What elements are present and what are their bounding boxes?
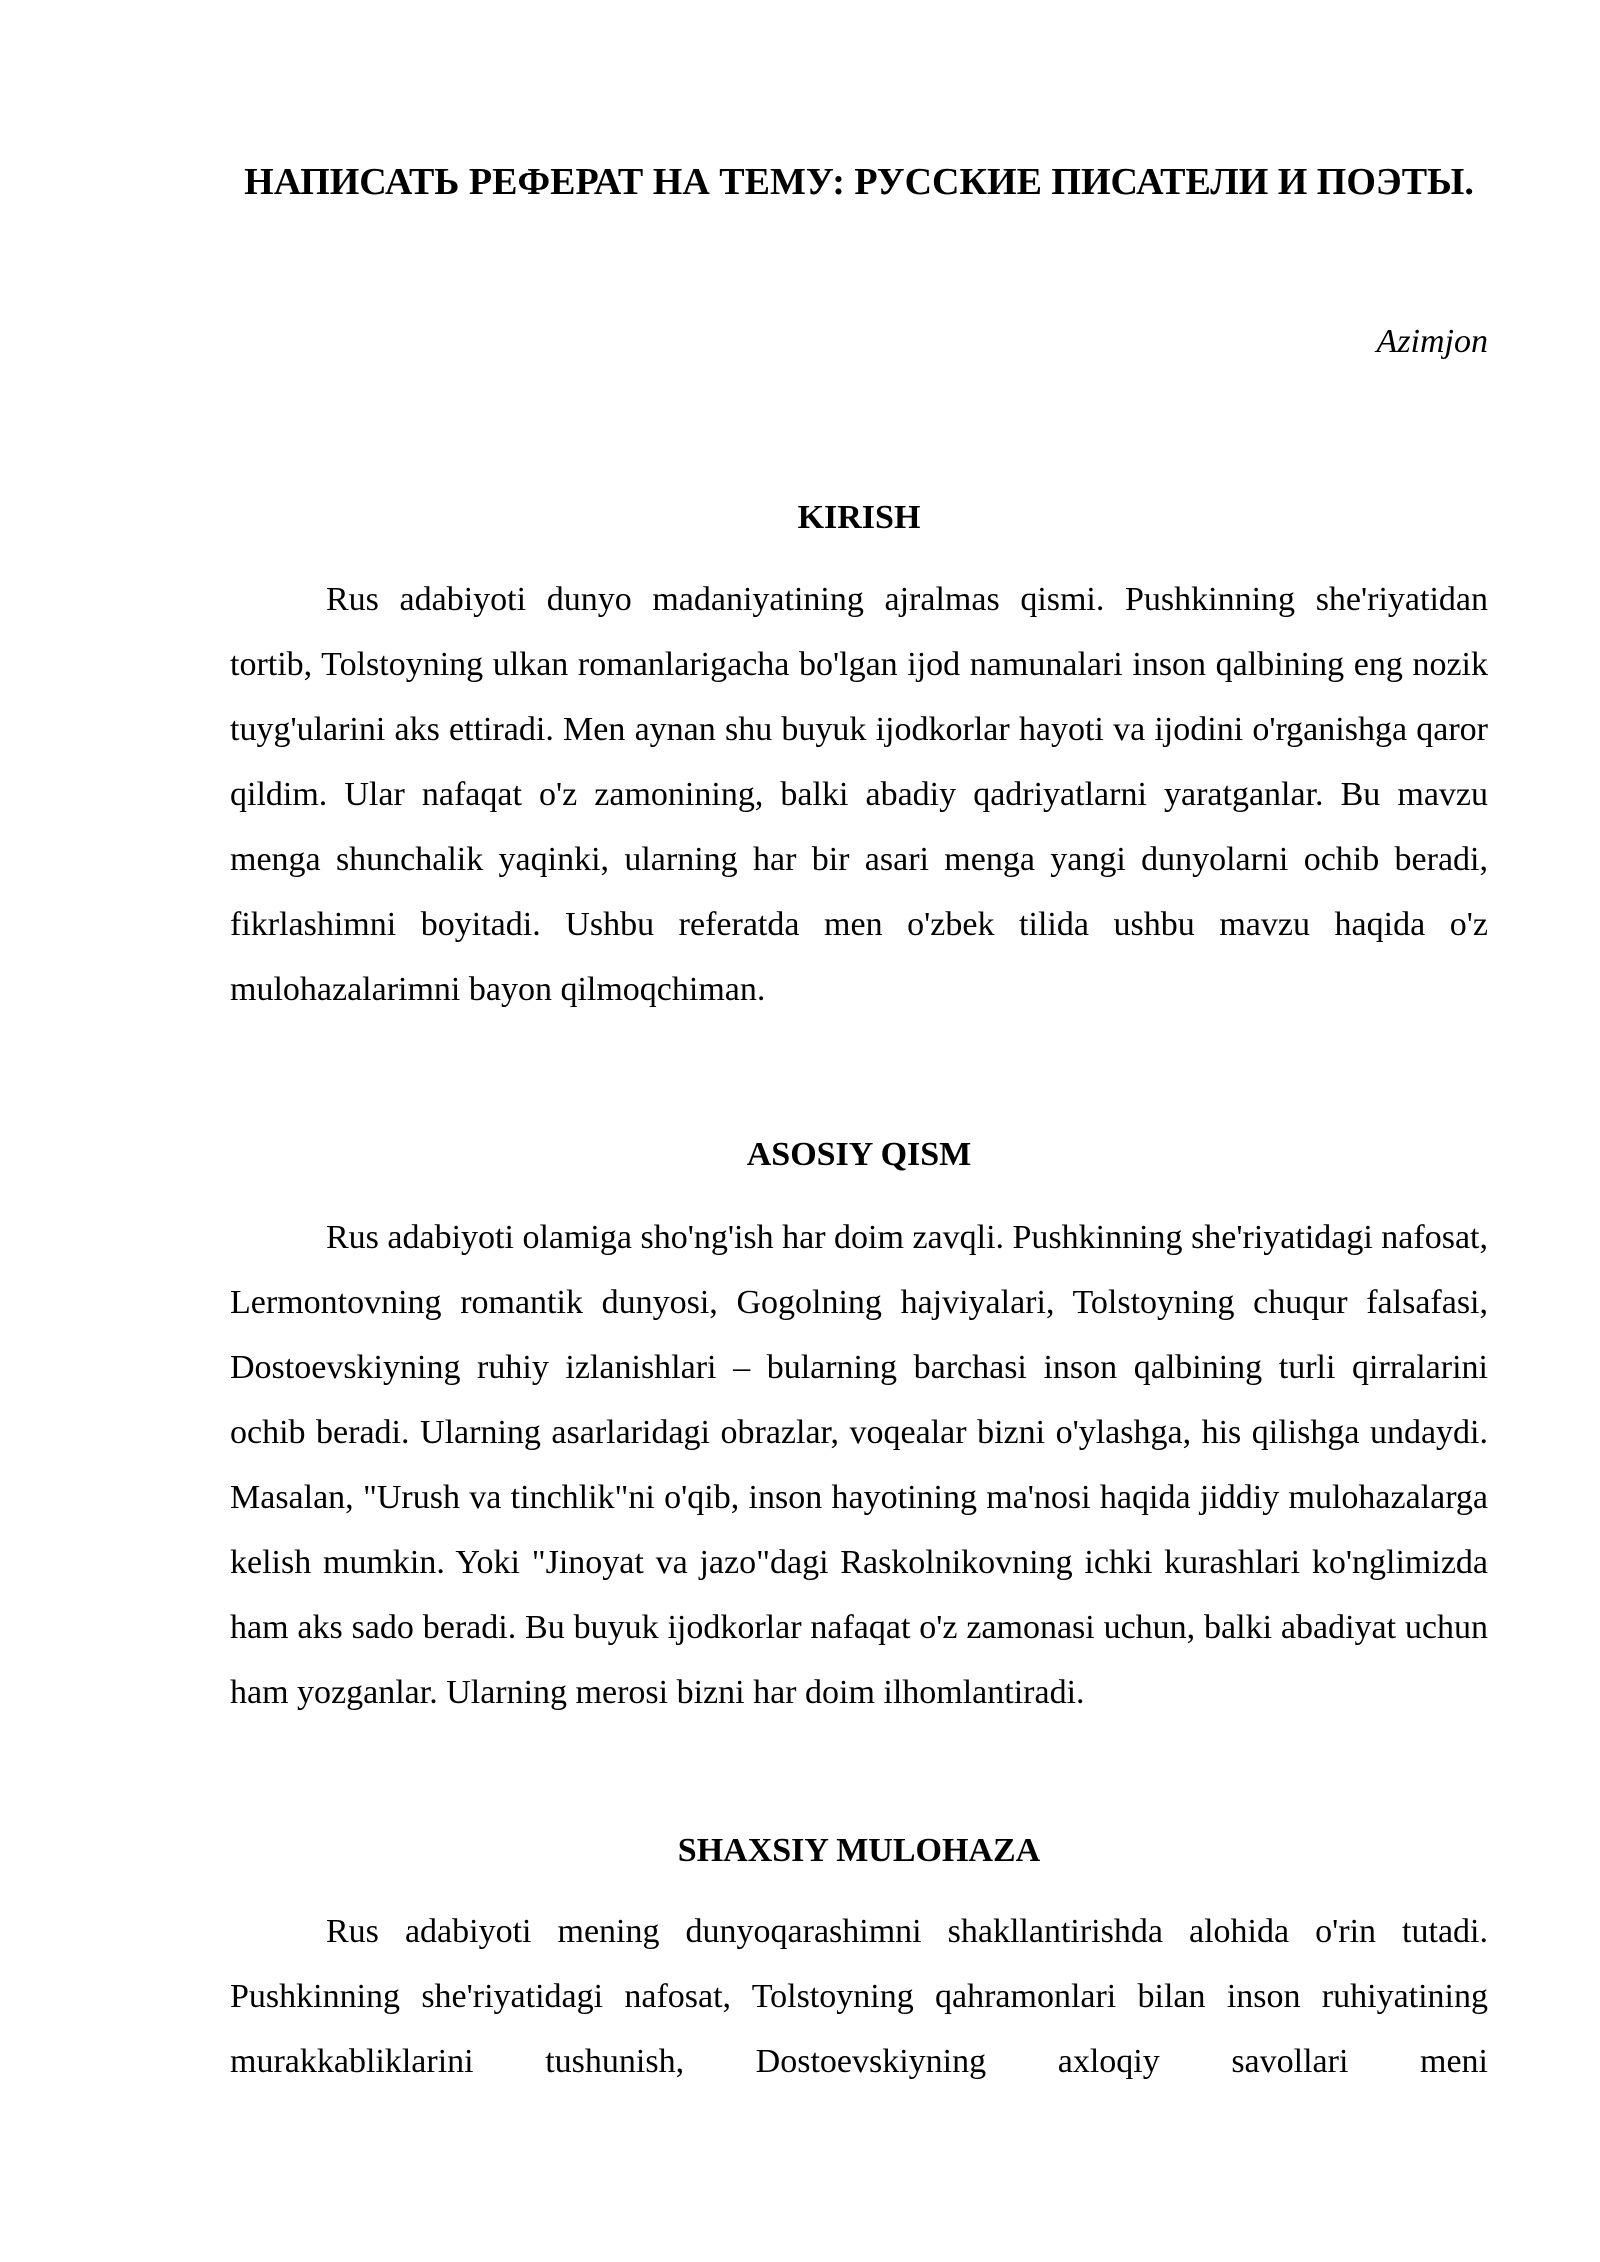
document-title: НАПИСАТЬ РЕФЕРАТ НА ТЕМУ: РУССКИЕ ПИСАТЕЛИ И ПОЭТЫ. bbox=[244, 161, 1474, 203]
document-page bbox=[230, 0, 1488, 2262]
section-heading-asosiy-qism: ASOSIY QISM bbox=[746, 1136, 972, 1173]
section-paragraph-kirish: Rus adabiyoti dunyo madaniyatining ajralmas qismi. Pushkinning she'riyatidan tortib, Tolstoyning ulkan romanlarigacha bo'lgan ijod namunalari inson qalbining eng nozik tuyg'ularini aks ettiradi. Men aynan shu buyuk ijodkorlar hayoti va ijodini o'rganishga qaror qildim. Ular nafaqat o'z zamonining, balki abadiy qadriyatlarni yaratganlar. Bu mavzu menga shunchalik yaqinki, ularning har bir asari menga yangi dunyolarni ochib beradi, fikrlashimni boyitadi. Ushbu referatda men o'zbek tilida ushbu mavzu haqida o'z mulohazalarimni bayon qilmoqchiman. bbox=[230, 581, 1488, 1008]
section-heading-kirish: KIRISH bbox=[797, 499, 921, 536]
author-name: Azimjon bbox=[1376, 323, 1488, 360]
section-heading-shaxsiy-mulohaza: SHAXSIY MULOHAZA bbox=[677, 1832, 1041, 1869]
section-paragraph-asosiy-qism: Rus adabiyoti olamiga sho'ng'ish har doim zavqli. Pushkinning she'riyatidagi nafosat, Lermontovning romantik dunyosi, Gogolning hajviyalari, Tolstoyning chuqur falsafasi, Dostoevskiyning ruhiy izlanishlari – bularning barchasi inson qalbining turli qirralarini ochib beradi. Ularning asarlaridagi obrazlar, voqealar bizni o'ylashga, his qilishga undaydi. Masalan, "Urush va tinchlik"ni o'qib, inson hayotining ma'nosi haqida jiddiy mulohazalarga kelish mumkin. Yoki "Jinoyat va jazo"dagi Raskolnikovning ichki kurashlari ko'nglimizda ham aks sado beradi. Bu buyuk ijodkorlar nafaqat o'z zamonasi uchun, balki abadiyat uchun ham yozganlar. Ularning merosi bizni har doim ilhomlantiradi. bbox=[230, 1219, 1488, 1711]
section-paragraph-shaxsiy-mulohaza: Rus adabiyoti mening dunyoqarashimni shakllantirishda alohida o'rin tutadi. Pushkinning she'riyatidagi nafosat, Tolstoyning qahramonlari bilan inson ruhiyatining murakkabliklarini tushunish, Dostoevskiyning axloqiy savollari meni bbox=[230, 1913, 1488, 2080]
